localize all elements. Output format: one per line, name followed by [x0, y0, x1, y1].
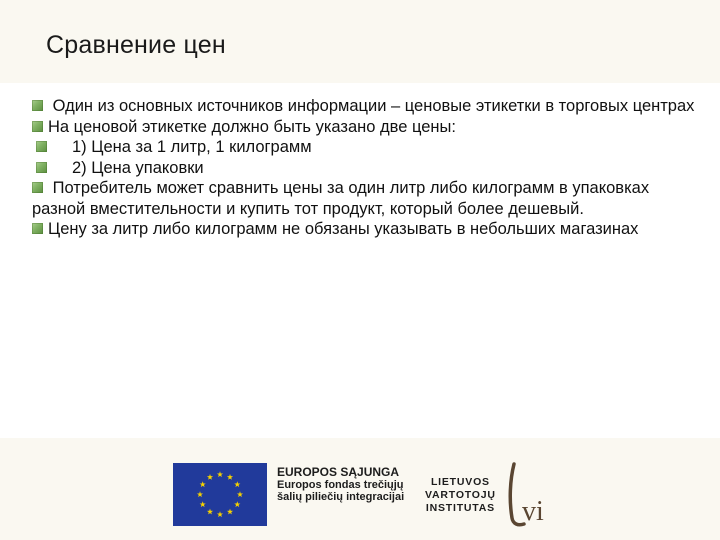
list-item: [32, 178, 702, 219]
list-item-text: 2) Цена упаковки: [72, 158, 204, 177]
svg-text:vi: vi: [522, 496, 544, 527]
list-item-text: Потребитель может сравнить цены за один литр либо килограмм в упаковках разной вместительности и купить тот продукт, который более дешевый.: [32, 179, 650, 218]
eu-flag-icon: [173, 463, 267, 526]
list-item: [32, 117, 702, 138]
page-title: Сравнение цен: [46, 31, 226, 59]
bullet-square-icon: [36, 162, 47, 173]
bullet-square-icon: [32, 182, 43, 193]
list-item-text: Цену за литр либо килограмм не обязаны указывать в небольших магазинах: [48, 220, 639, 238]
list-item-text: На ценовой этикетке должно быть указано две цены:: [48, 117, 456, 136]
list-item-text: 1) Цена за 1 литр, 1 килограмм: [72, 138, 312, 156]
eu-fund-caption: [277, 466, 404, 504]
eu-caption-line: EUROPOS SĄJUNGA: [277, 465, 400, 479]
lvi-caption: [425, 476, 496, 515]
bullet-square-icon: [36, 141, 47, 152]
list-item: [32, 137, 702, 158]
lvi-caption-line: INSTITUTAS: [425, 502, 495, 514]
lvi-logo-icon: [500, 460, 560, 530]
eu-caption-line: Europos fondas trečiųjų: [277, 478, 404, 491]
list-item-text: Один из основных источников информации – ценовые этикетки в торговых центрах: [52, 97, 695, 115]
list-item: [32, 158, 702, 179]
list-item: [32, 219, 702, 240]
lvi-caption-line: LIETUVOS: [430, 476, 490, 488]
bullet-square-icon: [32, 223, 43, 234]
lvi-caption-line: VARTOTOJŲ: [425, 489, 496, 501]
bullet-square-icon: [32, 100, 43, 111]
bullet-square-icon: [32, 121, 43, 132]
eu-caption-line: šalių piliečių integracijai: [277, 491, 405, 503]
bullet-list: [32, 96, 702, 240]
slide-header: [0, 0, 720, 83]
list-item: [32, 96, 702, 117]
